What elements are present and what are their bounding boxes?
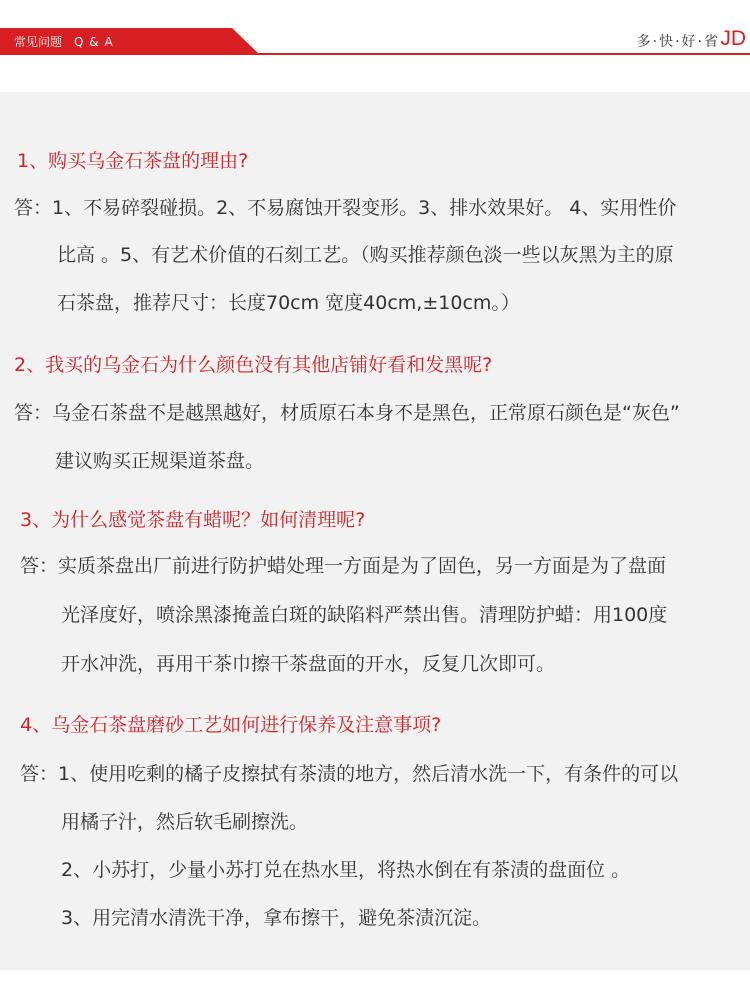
faq-answer-3-line-2: 光泽度好，喷涂黑漆掩盖白斑的缺陷料严禁出售。清理防护蜡：用100度 [61,604,668,626]
header-divider [0,53,750,55]
jd-logo: JD [720,27,746,50]
faq-answer-3-line-3: 开水冲洗，再用干茶巾擦干茶盘面的开水，反复几次即可。 [61,653,556,675]
faq-question-2: 2、我买的乌金石为什么颜色没有其他店铺好看和发黑呢? [14,354,493,376]
faq-answer-4-line-3: 2、小苏打，少量小苏打兑在热水里，将热水倒在有茶渍的盘面位 。 [61,859,631,881]
faq-answer-4-line-2: 用橘子汁，然后软毛刷擦洗。 [61,811,309,833]
faq-answer-4-line-1: 答：1、使用吃剩的橘子皮擦拭有茶渍的地方，然后清水洗一下，有条件的可以 [20,763,679,785]
faq-answer-2-line-2: 建议购买正规渠道茶盘。 [55,450,265,472]
faq-question-1: 1、购买乌金石茶盘的理由? [17,150,249,172]
faq-answer-2-line-1: 答：乌金石茶盘不是越黑越好，材质原石本身不是黑色，正常原石颜色是“灰色” [14,402,680,424]
faq-answer-4-line-4: 3、用完清水清洗干净，拿布擦干，避免茶渍沉淀。 [61,907,492,929]
faq-answer-1-line-3: 石茶盘，推荐尺寸：长度70cm 宽度40cm,±10cm。） [57,292,520,314]
section-subtitle: Q & A [74,35,114,49]
faq-question-3: 3、为什么感觉茶盘有蜡呢？如何清理呢? [20,509,366,531]
faq-answer-1-line-1: 答：1、不易碎裂碰损。2、不易腐蚀开裂变形。3、排水效果好。 4、实用性价 [14,197,677,219]
slogan: 多·快·好·省 [636,34,720,50]
header-bar [0,0,750,55]
faq-question-4: 4、乌金石茶盘磨砂工艺如何进行保养及注意事项? [20,714,442,736]
section-title-text: 常见问题 [14,35,63,49]
faq-answer-1-line-2: 比高 。5、有艺术价值的石刻工艺。（购买推荐颜色淡一些以灰黑为主的原 [57,244,674,266]
faq-answer-3-line-1: 答：实质茶盘出厂前进行防护蜡处理一方面是为了固色，另一方面是为了盘面 [20,555,667,577]
section-title [14,33,114,50]
